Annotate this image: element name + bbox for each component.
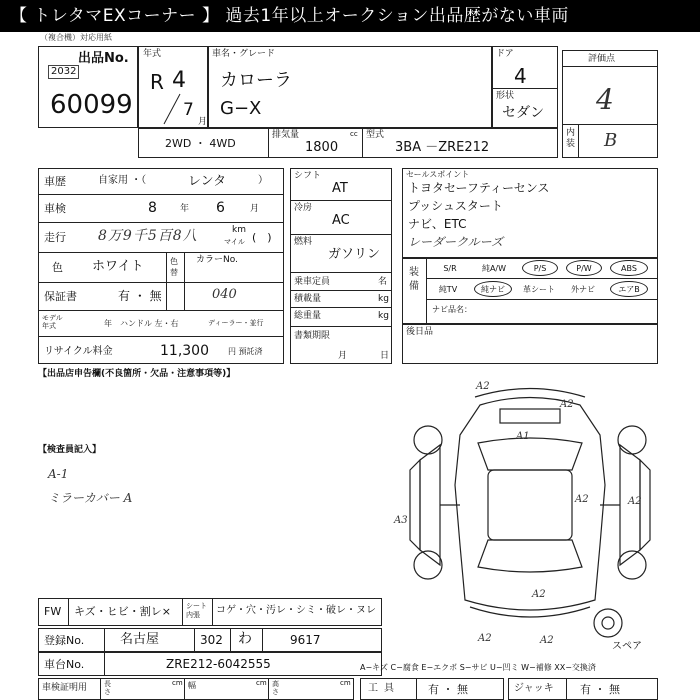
doc-deadline-unit: 月 bbox=[338, 351, 348, 361]
seller-notes-label: 【出品店申告欄(不良箇所・欠品・注意事項等)】 bbox=[38, 369, 236, 379]
mileage-paren: ( ) bbox=[252, 231, 272, 244]
fw-text: キズ・ヒビ・割レ× bbox=[74, 605, 171, 618]
sales-point-0: トヨタセーフティーセンス bbox=[408, 181, 550, 195]
spec-table bbox=[38, 168, 284, 364]
recycle-unit: 円 預託済 bbox=[228, 347, 263, 356]
history-text: 自家用 ・（ bbox=[98, 175, 147, 186]
lot-number: 60099 bbox=[50, 90, 133, 120]
cert-height: 高さ bbox=[272, 680, 279, 696]
inspection-label: 車検 bbox=[44, 202, 66, 215]
mark-left-side: A3 bbox=[394, 515, 408, 526]
cert-length: 長さ bbox=[104, 680, 111, 696]
fuel-value: ガソリン bbox=[328, 247, 381, 262]
capacity-label-2: 総重量 bbox=[294, 311, 322, 321]
equip-sr: S/R bbox=[443, 264, 457, 273]
jack-label: ジャッキ bbox=[514, 683, 554, 694]
inspector-note-0: A-1 bbox=[48, 467, 69, 481]
inspection-year-unit: 年 bbox=[180, 204, 190, 214]
lot-label: 出品No. bbox=[78, 51, 129, 66]
sales-point-1: プッシュスタート bbox=[408, 199, 503, 213]
aircon-label: 冷房 bbox=[294, 203, 313, 213]
equip-alloy: 純A/W bbox=[481, 264, 507, 273]
chassis-label: 車台No. bbox=[44, 658, 85, 671]
fw-text2: コゲ・穴・汚レ・シミ・破レ・ヌレ bbox=[216, 605, 376, 616]
score-label: 評価点 bbox=[588, 54, 616, 64]
registration-class: 302 bbox=[200, 633, 223, 647]
chassis-value: ZRE212-6042555 bbox=[166, 657, 271, 671]
car-name: カローラ bbox=[220, 70, 292, 91]
shift-label: シフト bbox=[294, 171, 322, 181]
warranty-value: 有 ・ 無 bbox=[118, 289, 162, 303]
equip-abs: ABS bbox=[621, 264, 637, 273]
color-value: ホワイト bbox=[92, 259, 144, 274]
equip-ps: P/S bbox=[533, 264, 547, 273]
fw-label: FW bbox=[44, 605, 62, 618]
spare-label: スペア bbox=[612, 641, 642, 652]
navi-label: ナビ品名： bbox=[432, 305, 472, 314]
later-box bbox=[402, 324, 658, 364]
cert-width-unit: cm bbox=[256, 679, 267, 687]
car-diagram bbox=[400, 375, 660, 655]
lot-small-code: 2032 bbox=[48, 65, 79, 79]
mileage-label: 走行 bbox=[44, 231, 66, 244]
warranty-label: 保証書 bbox=[44, 290, 77, 303]
tools-value: 有 ・ 無 bbox=[428, 683, 468, 696]
year-value: 4 bbox=[172, 68, 186, 93]
mark-hood: A1 bbox=[516, 431, 530, 442]
doc-deadline-label: 書類期限 bbox=[294, 331, 331, 341]
month-unit: 月 bbox=[198, 117, 208, 127]
doors-value: 4 bbox=[514, 64, 527, 88]
equip-leather: 革シート bbox=[523, 285, 555, 294]
seat-label: シート内張 bbox=[186, 602, 207, 619]
cert-height-unit: cm bbox=[340, 679, 351, 687]
equipment-label: 装備 bbox=[409, 267, 419, 292]
year-era: R bbox=[150, 70, 164, 94]
handle-label: ハンドル 左・右 bbox=[120, 319, 179, 328]
sub-note: （複合機）対応用紙 bbox=[40, 33, 112, 42]
shape-value: セダン bbox=[502, 105, 545, 121]
model-year-label: モデル年式 bbox=[42, 314, 63, 330]
capacity-unit-2: kg bbox=[378, 311, 389, 321]
year-month: 7 bbox=[183, 100, 194, 120]
doors-label: ドア bbox=[496, 49, 514, 59]
displacement-value: 1800 bbox=[305, 140, 339, 155]
history-value: レンタ bbox=[188, 174, 227, 189]
damage-legend: A−キズ C−腐食 E−エクボ S−サビ U−凹ミ W−補修 XX−交換済 bbox=[360, 663, 596, 672]
color-label: 色 bbox=[52, 261, 63, 274]
mileage-mile: マイル bbox=[224, 238, 245, 246]
year-label: 年式 bbox=[143, 49, 162, 59]
displacement-label: 排気量 bbox=[272, 130, 300, 140]
inspector-note-1: ミラーカバー A bbox=[48, 491, 133, 505]
drive-type: 2WD ・ 4WD bbox=[165, 137, 236, 150]
interior-value: B bbox=[604, 130, 618, 151]
cert-label: 車検証明用 bbox=[42, 683, 88, 693]
equip-tv: 純TV bbox=[438, 285, 458, 294]
fuel-label: 燃料 bbox=[294, 237, 313, 247]
recycle-label: リサイクル料金 bbox=[44, 346, 113, 357]
car-name-label: 車名・グレード bbox=[212, 49, 276, 59]
sales-point-2: ナビ、ETC bbox=[408, 217, 467, 231]
cert-length-unit: cm bbox=[172, 679, 183, 687]
mark-front-right: A2 bbox=[560, 399, 574, 410]
aircon-value: AC bbox=[332, 213, 350, 228]
equip-pw: P/W bbox=[576, 264, 592, 273]
registration-kana: わ bbox=[238, 631, 252, 647]
capacity-label-0: 乗車定員 bbox=[294, 277, 331, 287]
registration-area: 名古屋 bbox=[120, 632, 160, 647]
inspector-label: 【検査員記入】 bbox=[38, 445, 102, 455]
dealer-label: ディーラー・並行 bbox=[208, 319, 264, 327]
interior-label: 内装 bbox=[566, 128, 576, 149]
model-label: 型式 bbox=[366, 130, 385, 140]
jack-value: 有 ・ 無 bbox=[580, 683, 620, 696]
capacity-unit-0: 名 bbox=[378, 277, 388, 287]
inspection-month: 6 bbox=[216, 200, 225, 216]
displacement-unit: cc bbox=[350, 130, 358, 138]
cert-width: 幅 bbox=[188, 681, 196, 690]
equip-ext-navi: 外ナビ bbox=[571, 285, 595, 294]
equip-navi: 純ナビ bbox=[481, 285, 505, 294]
doc-deadline-day: 日 bbox=[380, 351, 390, 361]
inspection-year: 8 bbox=[148, 200, 157, 216]
mark-right-side: A2 bbox=[628, 496, 642, 507]
color-change-label: 色替 bbox=[170, 257, 178, 277]
shift-value: AT bbox=[332, 181, 348, 196]
history-close: ） bbox=[258, 175, 268, 186]
color-number-label: カラーNo. bbox=[196, 255, 238, 265]
car-grade: G−X bbox=[220, 98, 262, 119]
color-number: 040 bbox=[212, 287, 237, 302]
shape-label: 形状 bbox=[496, 91, 515, 101]
mark-front-bumper: A2 bbox=[476, 381, 490, 392]
capacity-unit-1: kg bbox=[378, 294, 389, 304]
history-label: 車歴 bbox=[44, 175, 66, 188]
equip-airbag: エアB bbox=[618, 285, 640, 294]
model-year-unit: 年 bbox=[104, 319, 112, 328]
mark-rear: A2 bbox=[532, 589, 546, 600]
recycle-value: 11,300 bbox=[160, 343, 209, 359]
registration-number: 9617 bbox=[290, 633, 321, 647]
mileage-value: 8万9千5百8八 bbox=[98, 228, 198, 244]
mark-right-door: A2 bbox=[575, 494, 589, 505]
mark-rear-bumper-right: A2 bbox=[540, 635, 554, 646]
inspection-month-unit: 月 bbox=[250, 204, 260, 214]
model-value: 3BA －ZRE212 bbox=[395, 140, 490, 155]
tools-label: 工具 bbox=[368, 683, 400, 694]
score-value: 4 bbox=[596, 83, 614, 116]
sales-points-label: セールスポイント bbox=[406, 170, 470, 179]
later-label: 後日品 bbox=[406, 327, 434, 337]
capacity-label-1: 積載量 bbox=[294, 294, 322, 304]
mileage-km: km bbox=[232, 225, 246, 235]
mark-rear-bumper-left: A2 bbox=[478, 633, 492, 644]
registration-label: 登録No. bbox=[44, 634, 85, 647]
banner-title: 【 トレタマEXコーナー 】 過去1年以上オークション出品歴がない車両 bbox=[0, 0, 700, 32]
sales-point-handwritten: レーダークルーズ bbox=[408, 235, 504, 249]
